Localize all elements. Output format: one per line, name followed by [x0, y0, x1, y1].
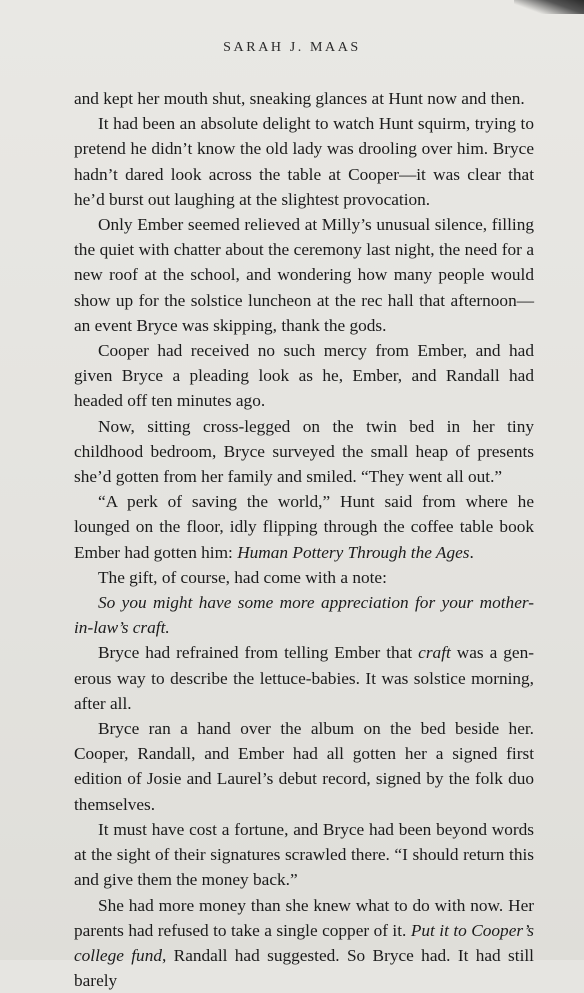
paragraph-p12 [74, 893, 534, 993]
italic-text: Human Pottery Through the Ages [237, 543, 469, 562]
page-corner-shadow [514, 0, 584, 14]
text-run: Bryce had refrained from telling Ember that [98, 643, 418, 662]
text-run: was a generous way to describe the lettuce-babies. It was solstice morning, after all. [74, 643, 534, 712]
text-run: It must have cost a fortune, and Bryce had been beyond words at the sight of their signatures scrawled there. “I should return this and give them the money back.” [74, 820, 534, 889]
text-run: Cooper had received no such mercy from Ember, and had given Bryce a pleading look as he, Ember, and Randall had headed off ten minutes ago. [74, 341, 534, 410]
paragraph-p9 [74, 640, 534, 716]
body-text [74, 86, 534, 993]
paragraph-p4 [74, 338, 534, 414]
text-run: The gift, of course, had come with a note: [98, 568, 387, 587]
paragraph-p1 [74, 86, 534, 111]
paragraph-p8 [74, 590, 534, 640]
text-run: Bryce ran a hand over the album on the bed beside her. Cooper, Randall, and Ember had all gotten her a signed first edition of Josie and Laurel’s debut record, signed by the folk duo themselves. [74, 719, 534, 814]
paragraph-p11 [74, 817, 534, 893]
paragraph-p2 [74, 111, 534, 212]
text-run: . [470, 543, 474, 562]
paragraph-p5 [74, 414, 534, 490]
paragraph-p6 [74, 489, 534, 565]
text-run: “A perk of saving the world,” Hunt said from where he lounged on the floor, idly flipping through the coffee table book Ember had gotten him: [74, 492, 534, 561]
paragraph-p10 [74, 716, 534, 817]
paragraph-p3 [74, 212, 534, 338]
paragraph-p7 [74, 565, 534, 590]
text-run: Now, sitting cross-legged on the twin bed in her tiny childhood bedroom, Bryce surveyed the small heap of presents she’d gotten from her family and smiled. “They went all out.” [74, 417, 534, 486]
italic-text: Put it to Cooper’s college fund [74, 921, 534, 965]
text-run: and kept her mouth shut, sneaking glances at Hunt now and then. [74, 89, 525, 108]
running-head: SARAH J. MAAS [0, 40, 584, 56]
text-run: It had been an absolute delight to watch Hunt squirm, trying to pretend he didn’t know the old lady was drooling over him. Bryce hadn’t dared look across the table at Cooper—it was clear that he’d burst out laughing at the slightest provocation. [74, 114, 534, 209]
text-run: Only Ember seemed relieved at Milly’s unusual silence, filling the quiet with chatter about the ceremony last night, the need for a new roof at the school, and wondering how many people would show up for the solstice luncheon at the rec hall that afternoon—an event Bryce was skipping, thank the gods. [74, 215, 534, 335]
italic-text: So you might have some more appreciation for your mother-in-law’s craft. [74, 593, 534, 637]
text-run: , Randall had suggested. So Bryce had. It had still barely [74, 946, 534, 990]
text-run: She had more money than she knew what to do with now. Her parents had refused to take a single copper of it. [74, 896, 534, 940]
italic-text: craft [418, 643, 451, 662]
